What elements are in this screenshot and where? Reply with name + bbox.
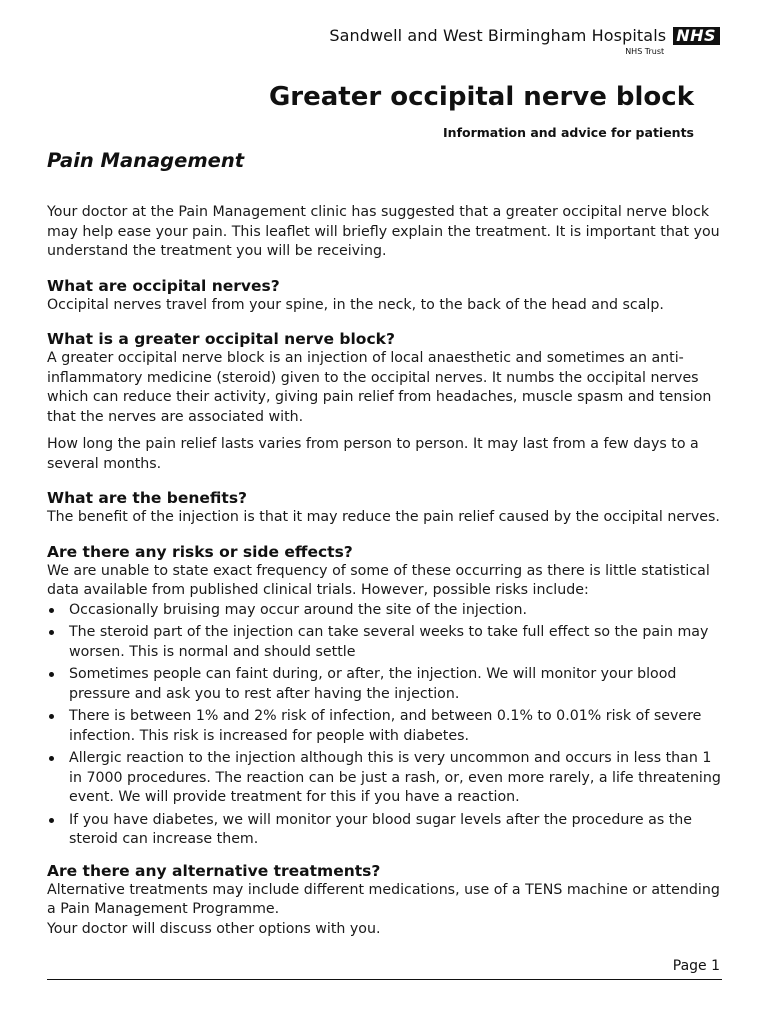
paragraph-other-options: Your doctor will discuss other options with you.: [47, 920, 381, 937]
list-item: If you have diabetes, we will monitor your blood sugar levels after the procedure as the steroid can increase them.: [47, 811, 727, 850]
page-number: Page 1: [672, 958, 720, 974]
bullet-icon: [49, 756, 54, 761]
heading-nerve-block: What is a greater occipital nerve block?: [47, 330, 395, 348]
paragraph-alternatives: Alternative treatments may include different medications, use of a TENS machine or attending a Pain Management Programme.: [47, 881, 720, 917]
paragraph-risks: We are unable to state exact frequency of some of these occurring as there is little statistical data available from published clinical trials. However, possible risks include:: [47, 562, 710, 598]
footer-divider: [47, 979, 722, 980]
bullet-icon: [49, 714, 54, 719]
department-title: Pain Management: [47, 149, 245, 172]
paragraph-benefits: The benefit of the injection is that it may reduce the pain relief caused by the occipital nerves.: [47, 509, 720, 525]
bullet-icon: [49, 818, 54, 823]
heading-risks: Are there any risks or side effects?: [47, 542, 353, 561]
bullet-icon: [49, 630, 54, 635]
nhs-logo: NHS: [673, 27, 720, 45]
list-item: Allergic reaction to the injection although this is very uncommon and occurs in less than 1 in 7000 procedures. The reaction can be just a rash, or, even more rarely, a life threatening event. We will provide treatment for this if you have a reaction.: [47, 749, 727, 808]
list-item: The steroid part of the injection can take several weeks to take full effect so the pain may worsen. This is normal and should settle: [47, 623, 727, 662]
organisation-header: [329, 26, 720, 57]
organisation-subtitle: NHS Trust: [625, 47, 665, 56]
intro-paragraph: Your doctor at the Pain Management clinic has suggested that a greater occipital nerve block may help ease your pain. This leaflet will briefly explain the treatment. It is important that you understand the treatment you will be receiving.: [47, 204, 720, 259]
paragraph-relief-duration: How long the pain relief lasts varies from person to person. It may last from a few days to a several months.: [47, 436, 699, 472]
risks-list: [47, 601, 727, 850]
list-item: There is between 1% and 2% risk of infection, and between 0.1% to 0.01% risk of severe infection. This risk is increased for people with diabetes.: [47, 707, 727, 746]
heading-occipital-nerves: What are occipital nerves?: [47, 276, 280, 295]
bullet-icon: [49, 672, 54, 677]
organisation-name: Sandwell and West Birmingham Hospitals: [329, 26, 667, 45]
bullet-icon: [49, 608, 54, 613]
document-subtitle: Information and advice for patients: [443, 125, 694, 140]
list-item: Occasionally bruising may occur around the site of the injection.: [47, 601, 727, 621]
paragraph-nerve-block: A greater occipital nerve block is an injection of local anaesthetic and sometimes an anti-inflammatory medicine (steroid) given to the occipital nerves. It numbs the occipital nerves which can reduce their activity, giving pain relief from headaches, muscle spasm and tension that the nerves are associated with.: [47, 350, 712, 425]
paragraph-occipital-nerves: Occipital nerves travel from your spine, in the neck, to the back of the head and scalp.: [47, 296, 664, 313]
document-title: Greater occipital nerve block: [268, 82, 694, 112]
heading-benefits: What are the benefits?: [47, 489, 248, 507]
heading-alternatives: Are there any alternative treatments?: [47, 861, 381, 880]
list-item: Sometimes people can faint during, or after, the injection. We will monitor your blood pressure and ask you to rest after having the injection.: [47, 665, 727, 704]
organisation-name-block: [329, 26, 666, 57]
document-body: [47, 203, 727, 939]
